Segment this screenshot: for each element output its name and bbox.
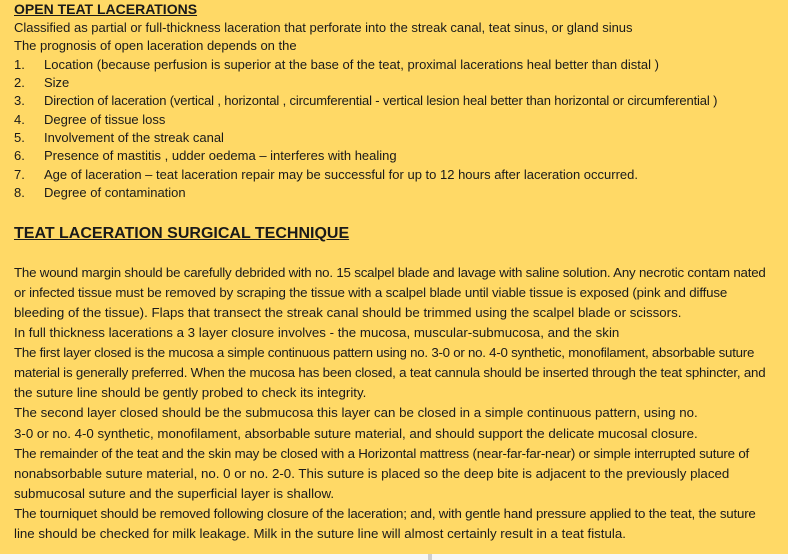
classification-text: Classified as partial or full-thickness laceration that perforate into the streak canal, teat sinus, or gland sinus bbox=[14, 20, 633, 35]
list-item-text: Direction of laceration (vertical , horizontal , circumferential - vertical lesion heal better than horizontal or circumferential ) bbox=[44, 93, 718, 108]
list-item-number: 5. bbox=[14, 130, 25, 145]
list-item-number: 1. bbox=[14, 57, 25, 72]
list-item-number: 3. bbox=[14, 93, 25, 108]
body-line: The first layer closed is the mucosa a simple continuous pattern using no. 3-0 or no. 4-0 synthetic, monofilament, absorbable suture bbox=[14, 345, 755, 360]
list-item-text: Degree of tissue loss bbox=[44, 112, 166, 127]
body-line: nonabsorbable suture material, no. 0 or no. 2-0. This suture is placed so the deep bite is adjacent to the previously placed bbox=[14, 466, 730, 481]
body-line: The wound margin should be carefully debrided with no. 15 scalpel blade and lavage with saline solution. Any necrotic contam nated bbox=[14, 265, 766, 280]
body-line: The tourniquet should be removed following closure of the laceration; and, with gentle hand pressure applied to the teat, the suture bbox=[14, 506, 756, 521]
body-line: 3-0 or no. 4-0 synthetic, monofilament, absorbable suture material, and should support the delicate mucosal closure. bbox=[14, 426, 698, 441]
section-title-open-teat-lacerations: OPEN TEAT LACERATIONS bbox=[14, 1, 198, 17]
list-item-number: 6. bbox=[14, 148, 25, 163]
body-line: material is generally preferred. When the mucosa has been closed, a teat cannula should be inserted through the teat sphincter, and bbox=[14, 365, 766, 380]
list-item-text: Involvement of the streak canal bbox=[44, 130, 224, 145]
horizontal-scrollbar[interactable] bbox=[0, 554, 788, 560]
list-item-number: 2. bbox=[14, 75, 25, 90]
list-item-text: Age of laceration – teat laceration repair may be successful for up to 12 hours after laceration occurred. bbox=[44, 167, 638, 182]
prognosis-intro-text: The prognosis of open laceration depends on the bbox=[14, 38, 297, 53]
list-item-text: Presence of mastitis , udder oedema – interferes with healing bbox=[44, 148, 397, 163]
body-line: the suture line should be gently probed to check its integrity. bbox=[14, 385, 367, 400]
list-item-text: Size bbox=[44, 75, 70, 90]
body-line: The second layer closed should be the submucosa this layer can be closed in a simple continuous pattern, using no. bbox=[14, 405, 698, 420]
list-item-text: Location (because perfusion is superior at the base of the teat, proximal lacerations heal better than distal ) bbox=[44, 57, 659, 72]
scrollbar-thumb[interactable] bbox=[428, 554, 432, 560]
list-item-number: 7. bbox=[14, 167, 25, 182]
body-line: The remainder of the teat and the skin may be closed with a Horizontal mattress (near-far-far-near) or simple interrupted suture of bbox=[14, 446, 750, 461]
body-line: or infected tissue must be removed by scraping the tissue with a scalpel blade until viable tissue is exposed (pink and diffuse bbox=[14, 285, 728, 300]
list-item-text: Degree of contamination bbox=[44, 185, 186, 200]
list-item-number: 4. bbox=[14, 112, 25, 127]
list-item-number: 8. bbox=[14, 185, 25, 200]
body-line: bleeding of the tissue). Flaps that transect the streak canal should be trimmed using the scalpel blade or scissors. bbox=[14, 305, 682, 320]
body-line: In full thickness lacerations a 3 layer closure involves - the mucosa, muscular-submucosa, and the skin bbox=[14, 325, 620, 340]
section-title-surgical-technique: TEAT LACERATION SURGICAL TECHNIQUE bbox=[14, 225, 350, 242]
body-line: line should be checked for milk leakage. Milk in the suture line will almost certainly result in a teat fistula. bbox=[14, 526, 626, 541]
body-line: submucosal suture and the superficial layer is shallow. bbox=[14, 486, 335, 501]
